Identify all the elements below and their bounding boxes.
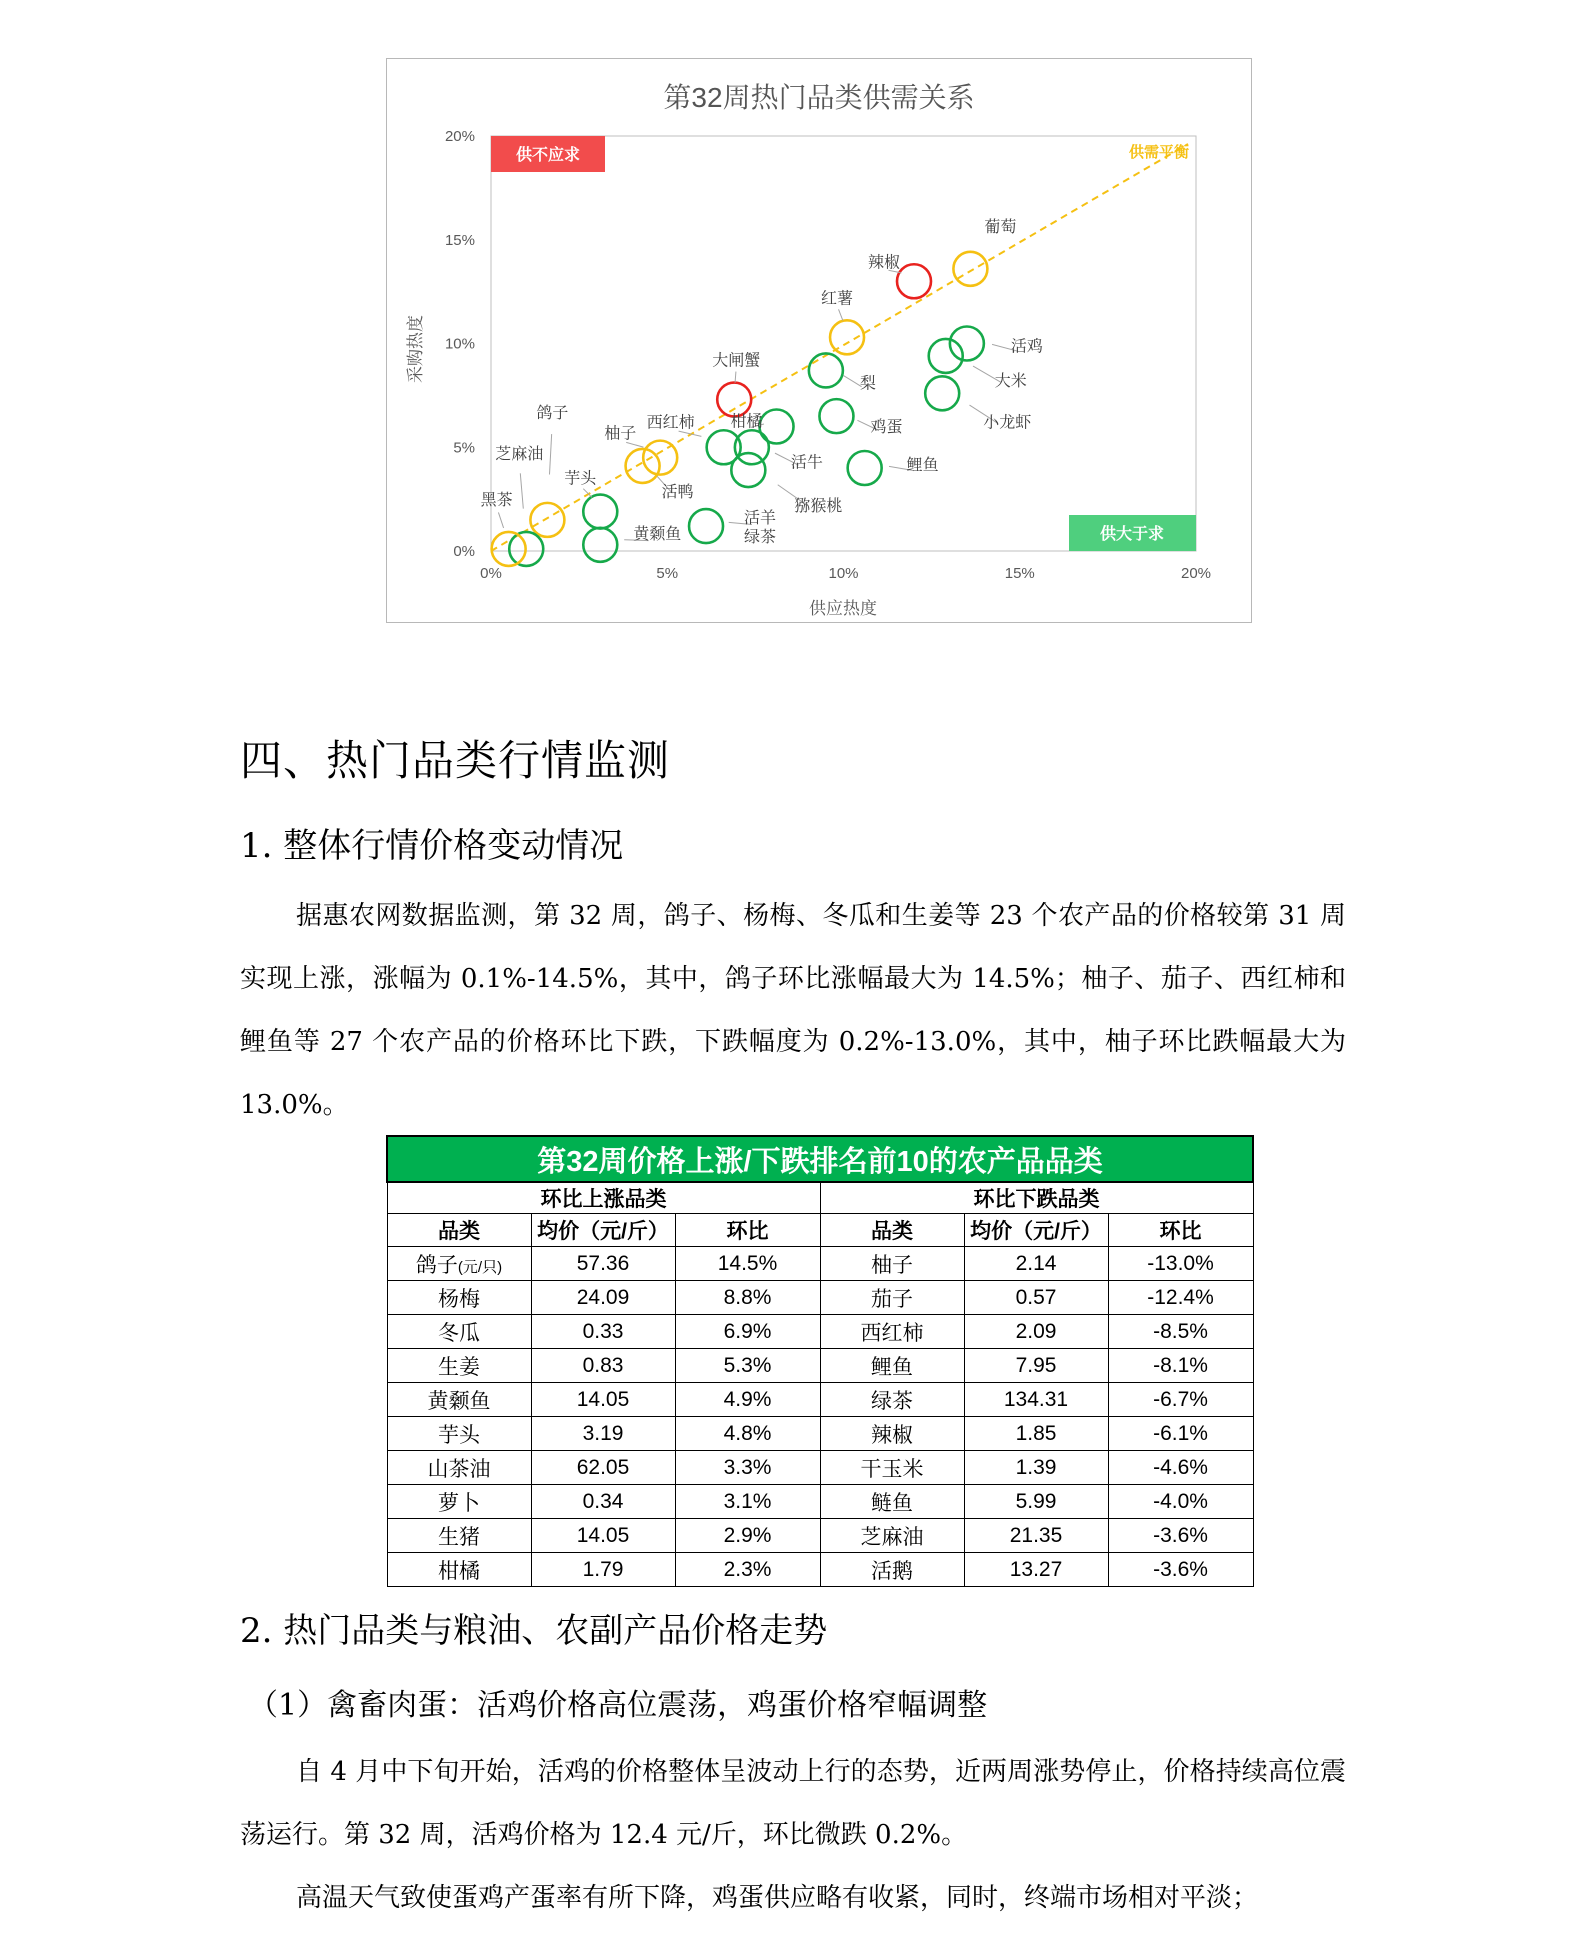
rise-category-cell: 杨梅	[387, 1281, 531, 1315]
fall-price-cell: 134.31	[964, 1383, 1108, 1417]
point-label: 鸽子	[536, 404, 569, 422]
leader-line	[844, 376, 862, 387]
table-body	[387, 1247, 1253, 1587]
y-tick-label: 15%	[444, 231, 475, 249]
fall-change-cell: -12.4%	[1108, 1281, 1253, 1315]
rise-category-name: 鸽子	[415, 1253, 458, 1277]
table-title: 第32周价格上涨/下跌排名前10的农产品品类	[387, 1136, 1253, 1182]
rise-category-cell: 柑橘	[387, 1553, 531, 1587]
balance-line	[491, 144, 1188, 551]
leader-line	[498, 512, 503, 528]
rise-category-cell	[387, 1247, 531, 1281]
leader-line	[839, 309, 843, 320]
balance-line-label: 供需平衡	[1128, 144, 1189, 161]
fall-group-header: 环比下跌品类	[820, 1182, 1253, 1214]
fall-change-cell: -3.6%	[1108, 1519, 1253, 1553]
fall-category-cell: 柚子	[820, 1247, 964, 1281]
fall-change-cell: -6.7%	[1108, 1383, 1253, 1417]
rise-price-cell: 0.33	[531, 1315, 675, 1349]
point-label: 活鸡	[1010, 338, 1043, 356]
point-label: 大闸蟹	[712, 352, 761, 370]
leader-line	[735, 372, 736, 383]
rise-category-cell: 芋头	[387, 1417, 531, 1451]
fall-price-cell: 2.09	[964, 1315, 1108, 1349]
fall-change-cell: -3.6%	[1108, 1553, 1253, 1587]
point-鲤鱼	[848, 451, 882, 485]
rise-category-cell: 生姜	[387, 1349, 531, 1383]
point-label: 柚子	[604, 425, 637, 443]
point-柑橘	[760, 410, 794, 444]
rise-change-cell: 2.9%	[675, 1519, 820, 1553]
subsection-trend-heading: 2. 热门品类与粮油、农副产品价格走势	[240, 1611, 828, 1651]
overall-paragraph: 据惠农网数据监测，第 32 周，鸽子、杨梅、冬瓜和生姜等 23 个农产品的价格较第 31 周实现上涨，涨幅为 0.1%-14.5%，其中，鸽子环比涨幅最大为 14.5%；柚子、茄子、西红柿和鲤鱼等 27 个农产品的价格环比下跌，下跌幅度为 0.2%-13.0%，其中，柚子环比跌幅最大为 13.0%。	[240, 901, 1346, 1120]
table-row	[387, 1519, 1253, 1553]
table-row	[387, 1315, 1253, 1349]
table-row	[387, 1281, 1253, 1315]
fall-price-cell: 5.99	[964, 1485, 1108, 1519]
rise-category-cell: 山茶油	[387, 1451, 531, 1485]
shortage-quadrant-label: 供不应求	[515, 147, 581, 164]
rise-price-cell: 14.05	[531, 1519, 675, 1553]
price-ranking-table	[386, 1135, 1254, 1587]
table-row	[387, 1553, 1253, 1587]
x-tick-label: 10%	[828, 565, 859, 582]
fall-category-cell: 芝麻油	[820, 1519, 964, 1553]
fall-change-cell: -4.0%	[1108, 1485, 1253, 1519]
y-axis-label: 采购热度	[406, 315, 425, 383]
rise-category-cell: 冬瓜	[387, 1315, 531, 1349]
leader-line	[626, 442, 643, 447]
point-鸽子	[530, 503, 564, 537]
rise-change-cell: 5.3%	[675, 1349, 820, 1383]
rise-category-cell: 黄颡鱼	[387, 1383, 531, 1417]
point-label: 黄颡鱼	[633, 525, 682, 543]
y-tick-label: 10%	[444, 335, 475, 353]
chart-title: 第32周热门品类供需关系	[663, 82, 975, 113]
rise-change-cell: 4.8%	[675, 1417, 820, 1451]
point-活羊	[689, 509, 723, 543]
point-猕猴桃	[731, 453, 765, 487]
rise-category-cell: 萝卜	[387, 1485, 531, 1519]
rise-price-cell: 0.83	[531, 1349, 675, 1383]
rise-change-cell: 14.5%	[675, 1247, 820, 1281]
rise-change-cell: 8.8%	[675, 1281, 820, 1315]
price-ranking-table-wrap	[386, 1135, 1252, 1587]
point-label: 活鸭	[661, 483, 694, 501]
x-tick-label: 20%	[1180, 565, 1212, 582]
point-label: 活牛	[790, 454, 823, 472]
scatter-plot	[387, 59, 1251, 622]
fall-price-cell: 1.39	[964, 1451, 1108, 1485]
point-label: 猕猴桃	[794, 498, 843, 516]
point-小龙虾	[925, 376, 959, 410]
table-row	[387, 1451, 1253, 1485]
fall-change-cell: -6.1%	[1108, 1417, 1253, 1451]
point-label: 鲤鱼	[906, 457, 939, 474]
rise-price-cell: 0.34	[531, 1485, 675, 1519]
egg-paragraph: 高温天气致使蛋鸡产蛋率有所下降，鸡蛋供应略有收紧，同时，终端市场相对平淡；	[296, 1883, 1259, 1913]
fall-category-cell: 茄子	[820, 1281, 964, 1315]
point-梨	[809, 353, 843, 387]
point-label: 芋头	[564, 470, 597, 488]
rise-price-cell: 62.05	[531, 1451, 675, 1485]
rise-category-cell: 生猪	[387, 1519, 531, 1553]
point-辣椒	[897, 264, 931, 298]
x-axis-label: 供应热度	[809, 599, 877, 618]
fall-change-cell: -13.0%	[1108, 1247, 1253, 1281]
col-category-rise: 品类	[387, 1214, 531, 1247]
table-row	[387, 1247, 1253, 1281]
rise-change-cell: 4.9%	[675, 1383, 820, 1417]
point-鸡蛋	[819, 399, 853, 433]
y-tick-label: 5%	[453, 439, 475, 457]
rise-price-cell: 14.05	[531, 1383, 675, 1417]
fall-change-cell: -8.1%	[1108, 1349, 1253, 1383]
point-label: 辣椒	[867, 254, 901, 272]
fall-price-cell: 1.85	[964, 1417, 1108, 1451]
point-label: 小龙虾	[983, 414, 1032, 432]
fall-category-cell: 干玉米	[820, 1451, 964, 1485]
col-category-fall: 品类	[820, 1214, 964, 1247]
rise-price-cell: 24.09	[531, 1281, 675, 1315]
rise-change-cell: 3.1%	[675, 1485, 820, 1519]
point-黄颡鱼	[583, 528, 617, 562]
point-活鸡	[950, 327, 984, 361]
point-label: 鸡蛋	[870, 419, 903, 437]
x-tick-label: 15%	[1004, 565, 1035, 582]
col-price-rise: 均价（元/斤）	[531, 1214, 675, 1247]
x-tick-label: 0%	[480, 565, 502, 582]
supply-demand-chart	[386, 58, 1252, 623]
fall-change-cell: -4.6%	[1108, 1451, 1253, 1485]
fall-category-cell: 鲤鱼	[820, 1349, 964, 1383]
point-大米	[929, 339, 963, 373]
leader-line	[520, 473, 523, 508]
rise-price-cell: 1.79	[531, 1553, 675, 1587]
fall-price-cell: 21.35	[964, 1519, 1108, 1553]
col-price-fall: 均价（元/斤）	[964, 1214, 1108, 1247]
rise-change-cell: 2.3%	[675, 1553, 820, 1587]
fall-category-cell: 活鹅	[820, 1553, 964, 1587]
table-row	[387, 1485, 1253, 1519]
poultry-heading: （1）禽畜肉蛋：活鸡价格高位震荡，鸡蛋价格窄幅调整	[248, 1688, 988, 1723]
fall-price-cell: 13.27	[964, 1553, 1108, 1587]
rise-change-cell: 6.9%	[675, 1315, 820, 1349]
col-change-fall: 环比	[1108, 1214, 1253, 1247]
section-heading: 四、热门品类行情监测	[240, 736, 671, 785]
fall-price-cell: 2.14	[964, 1247, 1108, 1281]
point-label: 绿茶	[744, 529, 777, 547]
point-label: 葡萄	[984, 218, 1017, 236]
subsection-overall-heading: 1. 整体行情价格变动情况	[240, 826, 624, 866]
rise-change-cell: 3.3%	[675, 1451, 820, 1485]
point-label: 梨	[859, 375, 876, 393]
fall-category-cell: 绿茶	[820, 1383, 964, 1417]
point-label: 活羊	[744, 510, 777, 528]
fall-category-cell: 鲢鱼	[820, 1485, 964, 1519]
surplus-quadrant-label: 供大于求	[1099, 526, 1165, 543]
point-label: 西红柿	[646, 414, 695, 432]
fall-price-cell: 7.95	[964, 1349, 1108, 1383]
rise-price-cell: 3.19	[531, 1417, 675, 1451]
leader-line	[550, 434, 552, 474]
fall-change-cell: -8.5%	[1108, 1315, 1253, 1349]
point-label: 红薯	[821, 290, 854, 308]
rise-group-header: 环比上涨品类	[387, 1182, 820, 1214]
table-row	[387, 1417, 1253, 1451]
rise-price-cell: 57.36	[531, 1247, 675, 1281]
fall-category-cell: 西红柿	[820, 1315, 964, 1349]
x-tick-label: 5%	[656, 565, 679, 582]
live-chicken-paragraph: 自 4 月中下旬开始，活鸡的价格整体呈波动上行的态势，近两周涨势停止，价格持续高位震荡运行。第 32 周，活鸡价格为 12.4 元/斤，环比微跌 0.2%。	[240, 1757, 1346, 1850]
table-row	[387, 1383, 1253, 1417]
fall-price-cell: 0.57	[964, 1281, 1108, 1315]
point-label: 大米	[994, 372, 1027, 390]
point-大闸蟹	[717, 383, 751, 417]
y-tick-label: 0%	[453, 543, 475, 560]
fall-category-cell: 辣椒	[820, 1417, 964, 1451]
point-label: 芝麻油	[495, 445, 544, 463]
point-label: 柑橘	[730, 413, 763, 431]
point-葡萄	[953, 252, 987, 286]
point-label: 黑茶	[480, 491, 513, 509]
table-row	[387, 1349, 1253, 1383]
unit-note: (元/只)	[457, 1258, 503, 1276]
point-芋头	[583, 495, 617, 529]
col-change-rise: 环比	[675, 1214, 820, 1247]
y-tick-label: 20%	[444, 128, 475, 145]
